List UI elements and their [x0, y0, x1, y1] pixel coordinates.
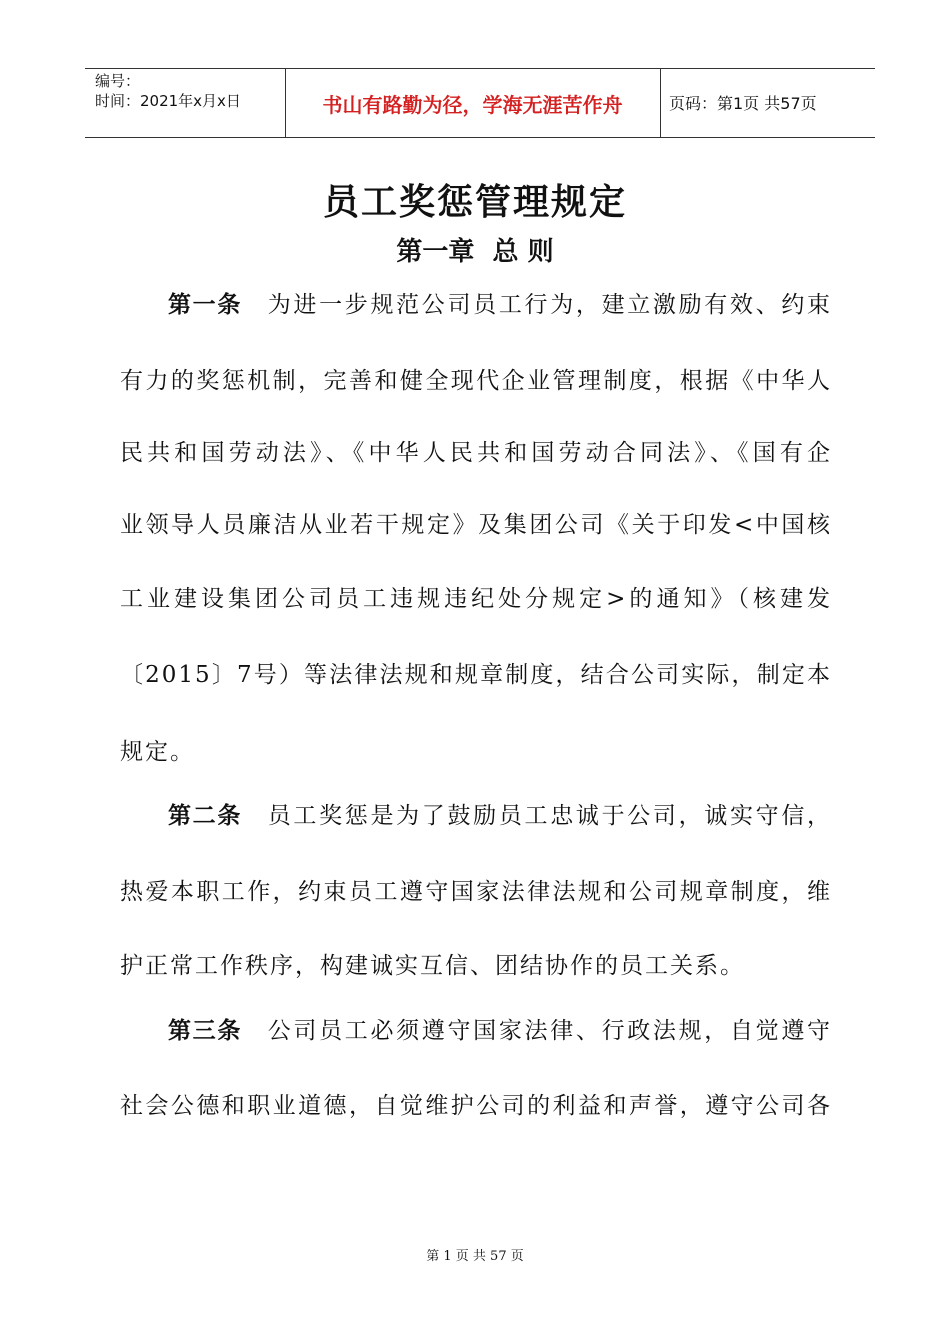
article-label: 第二条: [168, 802, 243, 829]
article-text-line: 〔2015〕7号）等法律法规和规章制度，结合公司实际，制定本: [120, 662, 832, 688]
page-header: [85, 68, 875, 138]
article-text-line: 工业建设集团公司员工违规违纪处分规定>的通知》（核建发: [120, 586, 832, 612]
document-title: 员工奖惩管理规定: [322, 181, 627, 223]
header-meta: [95, 71, 241, 111]
article-text: 公司员工必须遵守国家法律、行政法规，自觉遵守: [267, 1018, 833, 1044]
article-label: 第一条: [168, 291, 243, 318]
article-first-line: [168, 289, 832, 321]
article-text-line: 业领导人员廉洁从业若干规定》及集团公司《关于印发<中国核: [120, 512, 832, 538]
page-footer: 第 1 页 共 57 页: [426, 1249, 524, 1264]
article-text-line: 民共和国劳动法》、《中华人民共和国劳动合同法》、《国有企: [120, 440, 832, 466]
article-text: 为进一步规范公司员工行为，建立激励有效、约束: [267, 292, 833, 318]
article-label: 第三条: [168, 1017, 243, 1044]
article-text-line: 社会公德和职业道德，自觉维护公司的利益和声誉，遵守公司各: [120, 1093, 832, 1119]
article-first-line: [168, 800, 832, 832]
header-page-info: 页码：第1页 共57页: [669, 94, 817, 113]
chapter-heading: 第一章 总 则: [396, 237, 554, 267]
article-text: 员工奖惩是为了鼓励员工忠诚于公司，诚实守信，: [267, 803, 833, 829]
article-text-line: 护正常工作秩序，构建诚实互信、团结协作的员工关系。: [120, 953, 745, 979]
article-first-line: [168, 1015, 832, 1047]
document-time-label: 时间：2021年x月x日: [95, 92, 241, 110]
article-text-line: 有力的奖惩机制，完善和健全现代企业管理制度，根据《中华人: [120, 368, 832, 394]
header-motto: 书山有路勤为径，学海无涯苦作舟: [322, 93, 623, 117]
document-number-label: 编号：: [95, 72, 141, 90]
article-text-line: 热爱本职工作，约束员工遵守国家法律法规和公司规章制度，维: [120, 879, 832, 905]
article-text-line: 规定。: [120, 739, 195, 765]
header-divider: [660, 69, 661, 137]
